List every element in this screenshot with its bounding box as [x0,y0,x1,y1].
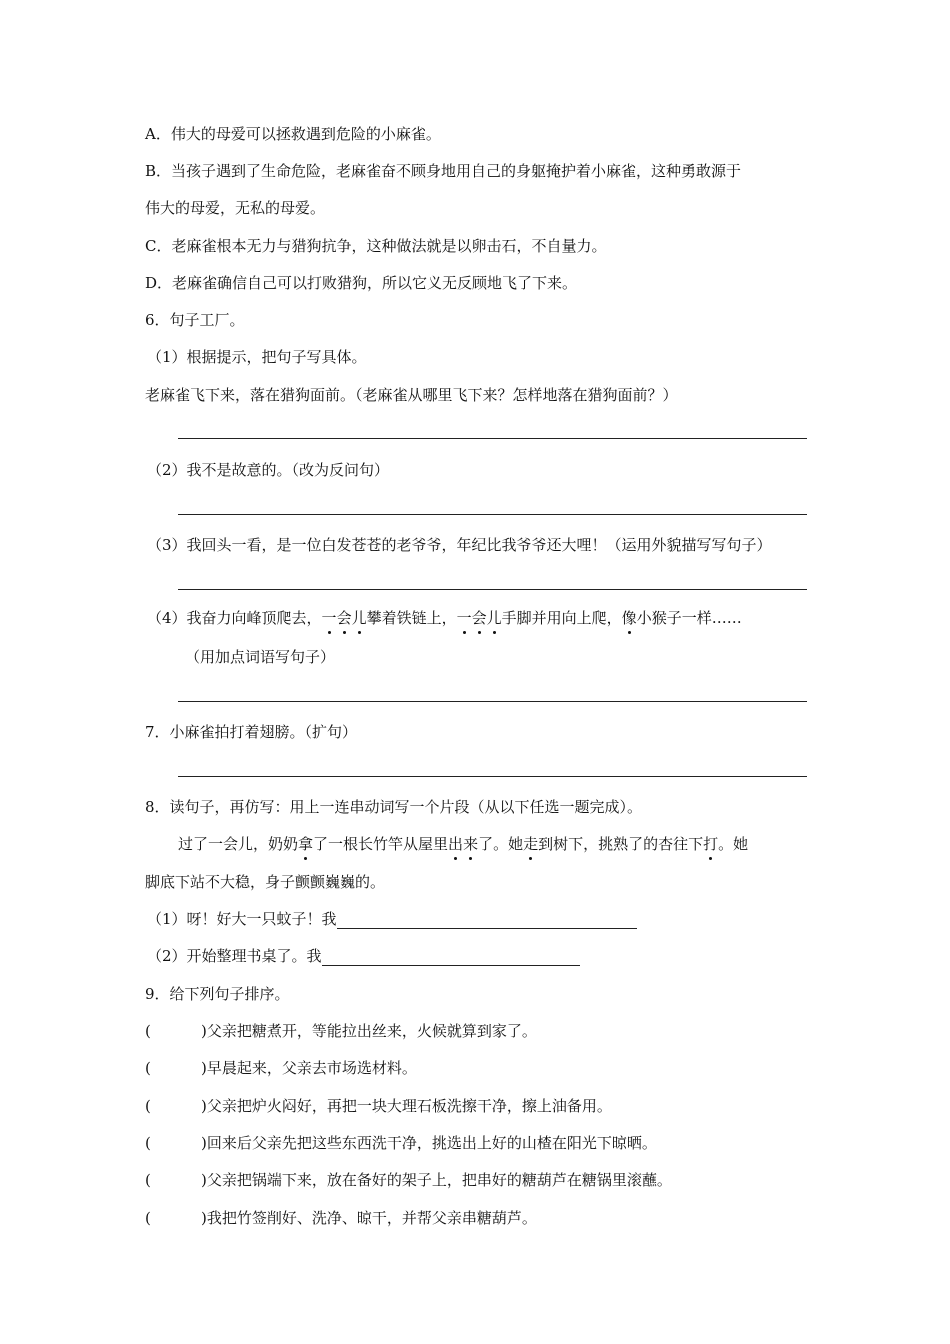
answer-line-q6-1[interactable] [178,438,807,439]
q8-passage-line2: 脚底下站不大稳，身子颤颤巍巍的。 [145,873,386,891]
answer-line-q6-2[interactable] [178,514,807,515]
q6-sub4-dotted-1: 一会儿 [321,609,367,627]
q6-sub4-note: （用加点词语写句子） [185,648,336,666]
q8-sub2-blank[interactable] [322,949,580,966]
q9-item-4[interactable]: ( )回来后父亲先把这些东西洗干净，挑选出上好的山楂在阳光下晾晒。 [145,1134,657,1152]
q9-item-5[interactable]: ( )父亲把锅端下来，放在备好的架子上，把串好的糖葫芦在糖锅里滚蘸。 [145,1171,672,1189]
dotted-verb-2: 出来 [448,835,479,853]
q8-passage-line1: 过了一会儿，奶奶拿了一根长竹竿从屋里出来了。她走到树下，挑熟了的杏往下打。她 [178,835,749,853]
answer-line-q7[interactable] [178,776,807,777]
q9-item-1[interactable]: ( )父亲把糖煮开，等能拉出丝来，火候就算到家了。 [145,1022,537,1040]
q9-title: 9．给下列句子排序。 [145,985,290,1003]
answer-line-q6-3[interactable] [178,589,807,590]
q9-item-2[interactable]: ( )早晨起来，父亲去市场选材料。 [145,1059,417,1077]
q9-item-3[interactable]: ( )父亲把炉火闷好，再把一块大理石板洗擦干净，擦上油备用。 [145,1097,612,1115]
q8-sub1: （1）呀！好大一只蚊子！我 [147,909,637,929]
option-d: D．老麻雀确信自己可以打败猎狗，所以它义无反顾地飞了下来。 [145,274,578,292]
dotted-verb-1: 拿 [298,835,314,853]
q6-sub1-sentence: 老麻雀飞下来，落在猎狗面前。（老麻雀从哪里飞下来？怎样地落在猎狗面前？） [145,386,678,404]
q6-sub4-post: 小猴子一样…… [636,609,742,627]
q6-sub2: （2）我不是故意的。（改为反问句） [147,461,390,479]
answer-line-q6-4[interactable] [178,701,807,702]
q6-sub4-mid1: 攀着铁链上， [366,609,457,627]
q6-sub4-dotted-3: 像 [621,609,637,627]
option-a: A．伟大的母爱可以拯救遇到危险的小麻雀。 [145,125,441,143]
q6-sub1-title: （1）根据提示，把句子写具体。 [147,348,367,366]
q8-title: 8．读句子，再仿写：用上一连串动词写一个片段（从以下任选一题完成）。 [145,798,643,816]
q6-sub3: （3）我回头一看，是一位白发苍苍的老爷爷，年纪比我爷爷还大哩！（运用外貌描写写句子） [147,536,772,554]
q6-sub4-mid2: 手脚并用向上爬， [501,609,622,627]
q7-title: 7．小麻雀拍打着翅膀。（扩句） [145,723,358,741]
q6-sub4-pre: （4）我奋力向峰顶爬去， [147,609,322,627]
option-b-line1: B．当孩子遇到了生命危险，老麻雀奋不顾身地用自己的身躯掩护着小麻雀，这种勇敢源于 [145,162,742,180]
option-c: C．老麻雀根本无力与猎狗抗争，这种做法就是以卵击石，不自量力。 [145,237,607,255]
q8-sub2: （2）开始整理书桌了。我 [147,946,580,966]
q6-sub4-dotted-2: 一会儿 [456,609,502,627]
q8-sub1-blank[interactable] [337,912,637,929]
option-b-line2: 伟大的母爱，无私的母爱。 [145,199,326,217]
dotted-verb-3: 走到 [523,835,554,853]
q9-item-6[interactable]: ( )我把竹签削好、洗净、晾干，并帮父亲串糖葫芦。 [145,1209,537,1227]
q6-sub4 [147,608,742,628]
q6-title: 6．句子工厂。 [145,311,245,329]
dotted-verb-4: 打 [703,835,719,853]
